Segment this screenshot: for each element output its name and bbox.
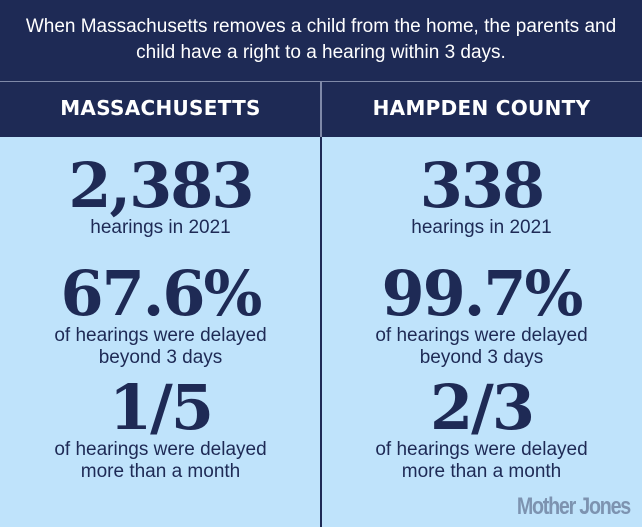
- stat-hearings-count: [321, 149, 642, 239]
- stat-delayed-month: [321, 371, 642, 483]
- stat-value: 338: [419, 149, 544, 222]
- stat-delayed-month: [0, 371, 321, 483]
- mother-jones-logo: Mother Jones: [516, 493, 630, 520]
- column-massachusetts: [0, 137, 321, 527]
- stat-hearings-count: [0, 149, 321, 239]
- column-hampden-county: [321, 137, 642, 527]
- stat-caption-line2: beyond 3 days: [419, 347, 544, 368]
- column-divider-top: [320, 82, 322, 137]
- column-heading-massachusetts: MASSACHUSETTS: [60, 96, 261, 120]
- infographic-title: When Massachusetts removes a child from the home, the parents and child have a right to a hearing within 3 days.: [25, 16, 617, 63]
- stat-value: 99.7%: [381, 257, 582, 330]
- stat-value: 67.6%: [60, 257, 261, 330]
- stat-caption-line2: more than a month: [80, 461, 241, 482]
- stat-caption: hearings in 2021: [90, 217, 231, 238]
- stat-caption-line2: beyond 3 days: [98, 347, 223, 368]
- stat-value: 2/3: [430, 371, 533, 444]
- stat-value: 1/5: [109, 371, 212, 444]
- header-banner: [0, 0, 642, 137]
- stat-value: 2,383: [68, 149, 253, 222]
- stat-caption-line1: of hearings were delayed: [54, 439, 267, 460]
- stat-caption: hearings in 2021: [411, 217, 552, 238]
- stat-caption-line1: of hearings were delayed: [375, 325, 588, 346]
- stat-caption-line1: of hearings were delayed: [375, 439, 588, 460]
- stat-delayed-percent: [0, 257, 321, 369]
- stat-caption-line1: of hearings were delayed: [54, 325, 267, 346]
- stat-caption-line2: more than a month: [401, 461, 562, 482]
- stat-delayed-percent: [321, 257, 642, 369]
- column-heading-hampden-county: HAMPDEN COUNTY: [372, 96, 591, 120]
